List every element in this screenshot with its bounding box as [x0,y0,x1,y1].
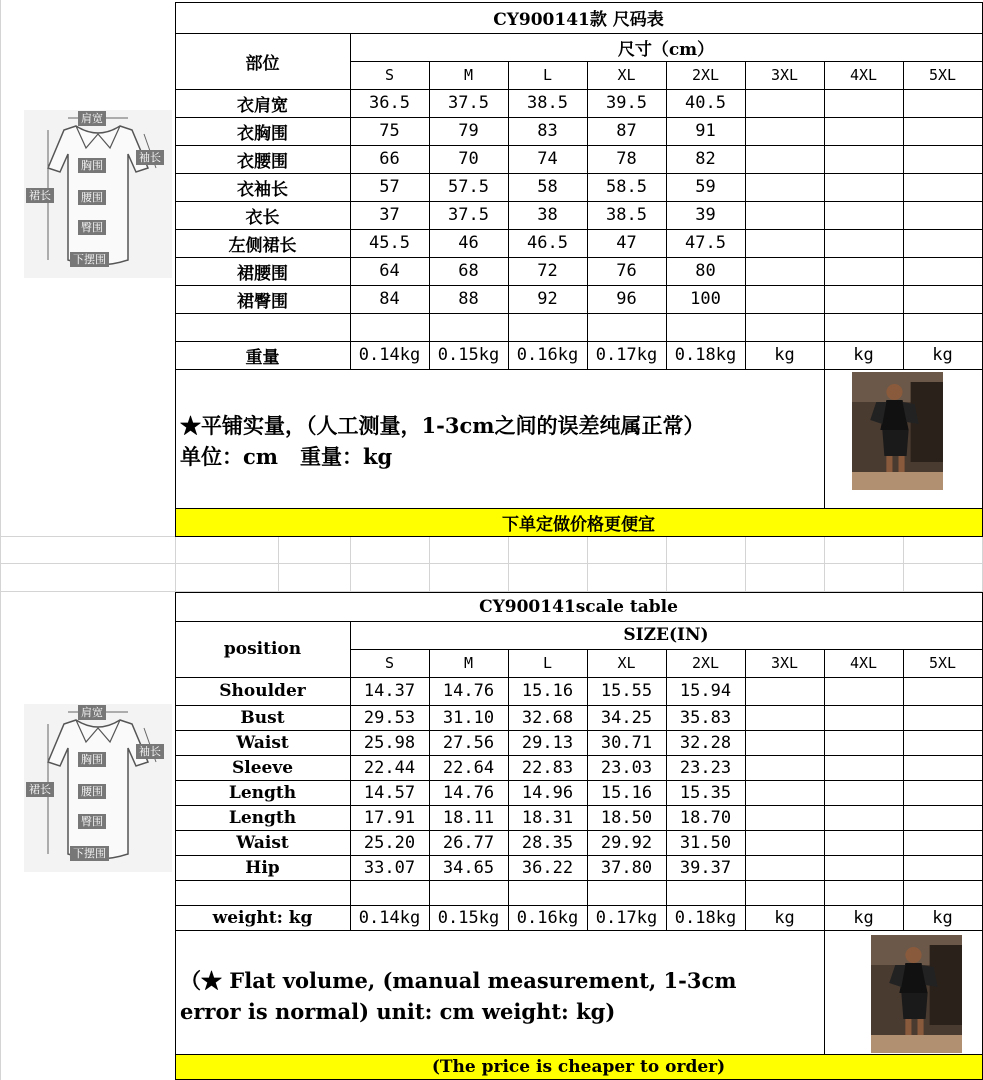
cn-cell: 79 [458,121,479,141]
cn-row-label: 重量 [245,347,280,368]
cn-cell [903,229,982,257]
cn-cell: 72 [537,261,558,281]
cn-cell: 83 [537,121,558,141]
en-cell: 22.83 [521,757,574,778]
en-cell [903,780,982,805]
en-cell: 39.37 [679,857,732,878]
cn-cell [508,313,587,341]
sheet-gridline [745,536,746,591]
sheet-gridline [175,536,176,591]
en-cell [903,730,982,755]
cn-cell [824,285,903,313]
cn-cell [903,145,982,173]
en-header-part: position [223,639,302,659]
cn-note: ★平铺实量，（人工测量，1-3cm之间的误差纯属正常） 单位：cm 重量：kg [180,413,705,469]
en-cell: 31.10 [442,707,495,728]
grid-line [175,536,983,537]
en-cell: 28.35 [521,832,574,853]
en-cell [350,880,429,905]
cn-cell: 0.18kg [674,345,737,365]
sheet-gridline [824,536,825,591]
en-cell: 18.70 [679,807,732,828]
en-cell: 23.03 [600,757,653,778]
grid-line [175,369,983,370]
cn-cell: 57 [379,177,400,197]
cn-table-title: CY900141款 尺码表 [493,10,664,30]
cn-size-header: 3XL [770,66,799,84]
cn-cell: 82 [695,149,716,169]
en-cell [745,677,824,705]
en-cell [824,805,903,830]
cn-row-label: 衣胸围 [237,123,288,144]
cn-cell: 38 [537,205,558,225]
en-size-header: 5XL [928,654,957,672]
en-cell: 34.65 [442,857,495,878]
sleeve-label: 袖长 [136,150,164,165]
en-cell: 15.55 [600,681,653,701]
sheet-gridline [0,563,983,564]
en-footer: (The price is cheaper to order) [431,1056,726,1077]
en-size-header: L [542,654,553,672]
cn-cell: 40.5 [685,93,726,113]
cn-cell: 0.15kg [437,345,500,365]
en-cell: 29.92 [600,832,653,853]
en-cell: 22.64 [442,757,495,778]
en-cell: 35.83 [679,707,732,728]
grid-line [175,930,983,931]
sheet-gridline [429,536,430,591]
cn-size-header: L [542,66,553,84]
cn-cell [903,285,982,313]
cn-cell: 100 [690,289,721,309]
en-cell [903,805,982,830]
en-cell: 27.56 [442,732,495,753]
en-row-label: Hip [245,857,280,878]
cn-cell: 47.5 [685,233,726,253]
cn-header-part: 部位 [245,53,280,74]
en-cell: 29.53 [363,707,416,728]
cn-cell: 84 [379,289,400,309]
en-cell [903,855,982,880]
waist-label: 腰围 [78,190,106,205]
cn-cell: 58.5 [606,177,647,197]
en-cell: 14.76 [442,681,495,701]
hem-label: 下摆围 [70,846,109,861]
cn-cell [745,173,824,201]
cn-footer: 下单定做价格更便宜 [502,514,655,535]
en-cell [429,880,508,905]
en-cell: 33.07 [363,857,416,878]
en-cell: 22.44 [363,757,416,778]
cn-cell [903,117,982,145]
cn-cell [745,201,824,229]
cn-cell: 39 [695,205,716,225]
cn-row-label: 衣袖长 [237,179,288,200]
cn-cell: 39.5 [606,93,647,113]
cn-cell [903,313,982,341]
cn-cell [745,313,824,341]
cn-row-label: 衣长 [245,207,280,228]
en-cell [903,880,982,905]
en-size-header: M [463,654,474,672]
cn-cell [824,229,903,257]
cn-cell: 37.5 [448,205,489,225]
cn-cell: 57.5 [448,177,489,197]
cn-cell: 64 [379,261,400,281]
en-table-title: CY900141scale table [479,596,678,617]
en-cell: 0.17kg [595,907,658,928]
cn-size-header: 2XL [691,66,720,84]
cn-cell [824,313,903,341]
en-size-header: 4XL [849,654,878,672]
cn-row-label: 裙臀围 [237,291,288,312]
cn-cell [824,201,903,229]
cn-cell [824,89,903,117]
cn-header-size: 尺寸（cm） [617,39,715,60]
cn-cell [350,313,429,341]
en-cell: 36.22 [521,857,574,878]
cn-cell: 37.5 [448,93,489,113]
en-cell: 37.80 [600,857,653,878]
en-cell [508,880,587,905]
cn-cell: 0.17kg [595,345,658,365]
en-cell: 15.35 [679,782,732,803]
sheet-gridline [508,536,509,591]
cn-cell [824,117,903,145]
en-row-label: Sleeve [231,757,294,778]
en-cell: 15.16 [600,782,653,803]
cn-size-header: S [384,66,395,84]
cn-cell [745,257,824,285]
cn-cell: 47 [616,233,637,253]
sheet-gridline [350,536,351,591]
en-cell: 18.31 [521,807,574,828]
en-cell: 25.98 [363,732,416,753]
en-row-label: Length [228,807,297,828]
en-cell [745,805,824,830]
en-cell: 34.25 [600,707,653,728]
cn-cell: 87 [616,121,637,141]
cn-cell [745,145,824,173]
en-cell [745,755,824,780]
cn-cell: 68 [458,261,479,281]
en-cell [903,705,982,730]
skirt-length-label: 裙长 [26,782,54,797]
en-cell [745,830,824,855]
en-row-label [175,880,350,905]
cn-cell: 76 [616,261,637,281]
cn-size-header: 4XL [849,66,878,84]
cn-cell [429,313,508,341]
cn-cell: 38.5 [527,93,568,113]
cn-size-header: 5XL [928,66,957,84]
cn-cell: kg [774,345,795,365]
en-row-label: Length [228,782,297,803]
cn-cell [745,285,824,313]
cn-cell [824,173,903,201]
cn-cell [587,313,666,341]
en-cell [666,880,745,905]
en-cell: 14.96 [521,782,574,803]
cn-cell: kg [932,345,953,365]
en-cell: kg [853,907,874,928]
en-cell: 0.14kg [358,907,421,928]
cn-cell: 70 [458,149,479,169]
cn-cell: 37 [379,205,400,225]
en-header-size: SIZE(IN) [623,625,709,645]
en-cell [824,730,903,755]
cn-size-header: M [463,66,474,84]
en-cell: 17.91 [363,807,416,828]
en-cell: 14.76 [442,782,495,803]
cn-cell [903,89,982,117]
grid-line [824,369,825,509]
cn-cell: 46 [458,233,479,253]
en-cell: 32.28 [679,732,732,753]
cn-row-label: 左侧裙长 [228,235,297,256]
chest-label: 胸围 [78,158,106,173]
en-row-label: Waist [236,732,289,753]
cn-cell: 58 [537,177,558,197]
cn-cell: 96 [616,289,637,309]
en-cell [824,880,903,905]
en-cell: 14.37 [363,681,416,701]
en-cell: 0.18kg [674,907,737,928]
en-cell [745,855,824,880]
cn-cell: kg [853,345,874,365]
en-cell [903,830,982,855]
en-cell [824,755,903,780]
en-cell: kg [932,907,953,928]
en-cell: 0.15kg [437,907,500,928]
en-cell [903,677,982,705]
cn-cell: 88 [458,289,479,309]
cn-cell: 0.16kg [516,345,579,365]
en-row-label: Shoulder [219,681,306,701]
cn-cell: 75 [379,121,400,141]
hip-label: 臀围 [78,814,106,829]
en-cell: 0.16kg [516,907,579,928]
cn-cell [824,257,903,285]
cn-cell: 92 [537,289,558,309]
en-size-header: S [384,654,395,672]
cn-cell [745,117,824,145]
en-cell [824,780,903,805]
en-cell [824,677,903,705]
en-size-header: 2XL [691,654,720,672]
en-cell: 14.57 [363,782,416,803]
en-cell: 26.77 [442,832,495,853]
cn-cell: 36.5 [369,93,410,113]
en-note: （★ Flat volume, (manual measurement, 1-3cm error is normal) unit: cm weight: kg) [180,968,737,1024]
en-cell: 23.23 [679,757,732,778]
cn-cell: 46.5 [527,233,568,253]
en-size-header: 3XL [770,654,799,672]
en-size-header: XL [617,654,636,672]
en-cell [745,880,824,905]
cn-row-label [175,313,350,341]
en-cell [824,855,903,880]
sheet-gridline [0,0,1,1080]
hip-label: 臀围 [78,220,106,235]
en-row-label: Bust [240,707,285,728]
sheet-gridline [278,536,279,591]
model-photo [871,935,962,1053]
cn-cell [666,313,745,341]
en-cell [745,730,824,755]
sheet-gridline [903,536,904,591]
en-cell: 31.50 [679,832,732,853]
en-cell: 15.16 [521,681,574,701]
model-photo [852,372,943,490]
cn-row-label: 衣腰围 [237,151,288,172]
cn-cell [824,145,903,173]
en-cell [903,755,982,780]
cn-row-label: 衣肩宽 [237,95,288,116]
chest-label: 胸围 [78,752,106,767]
cn-size-header: XL [617,66,636,84]
cn-cell [903,173,982,201]
en-cell: 25.20 [363,832,416,853]
en-cell: 29.13 [521,732,574,753]
en-cell: 18.50 [600,807,653,828]
en-row-label: weight: kg [212,907,313,928]
waist-label: 腰围 [78,784,106,799]
cn-cell [745,89,824,117]
cn-cell [903,201,982,229]
cn-cell: 74 [537,149,558,169]
en-cell [587,880,666,905]
cn-cell [903,257,982,285]
en-cell [824,705,903,730]
en-cell [745,780,824,805]
en-cell [745,705,824,730]
skirt-length-label: 裙长 [26,188,54,203]
grid-line [824,930,825,1055]
sleeve-label: 袖长 [136,744,164,759]
cn-row-label: 裙腰围 [237,263,288,284]
cn-cell: 45.5 [369,233,410,253]
en-cell: kg [774,907,795,928]
cn-cell: 78 [616,149,637,169]
en-row-label: Waist [236,832,289,853]
cn-cell: 59 [695,177,716,197]
en-cell: 18.11 [442,807,495,828]
en-cell [824,830,903,855]
cn-cell: 91 [695,121,716,141]
cn-cell: 0.14kg [358,345,421,365]
shoulder-label: 肩宽 [78,705,106,720]
en-cell: 30.71 [600,732,653,753]
shoulder-label: 肩宽 [78,111,106,126]
cn-cell [745,229,824,257]
sheet-gridline [587,536,588,591]
cn-cell: 38.5 [606,205,647,225]
en-cell: 32.68 [521,707,574,728]
cn-cell: 80 [695,261,716,281]
hem-label: 下摆围 [70,252,109,267]
cn-cell: 66 [379,149,400,169]
en-cell: 15.94 [679,681,732,701]
sheet-gridline [666,536,667,591]
